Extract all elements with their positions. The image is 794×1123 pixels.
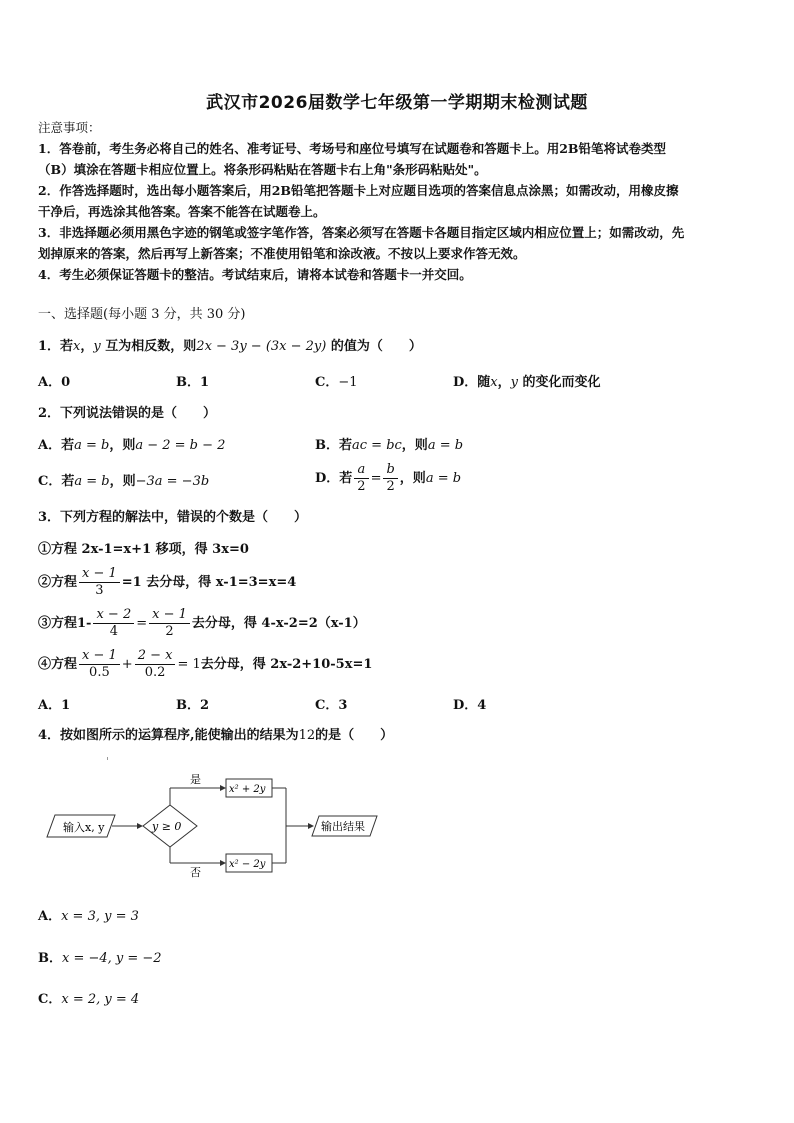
q3-option-d: D．4 [453, 698, 487, 713]
q3-item-4 [38, 648, 372, 681]
q3-item-2 [38, 566, 296, 599]
q2-b-label: B．若 [315, 438, 352, 453]
q3-item3-fraction-2 [149, 607, 190, 640]
q1-x: x [73, 339, 81, 354]
q1-sep: ， [80, 339, 94, 354]
q2-a-label: A．若 [38, 438, 75, 453]
q3-item4-num1: x − 1 [79, 648, 120, 665]
q2-c-mid: ，则 [109, 474, 136, 489]
q3-item4-post: 去分母，得 2x-2+10-5x=1 [200, 657, 373, 672]
flow-input-label: 输入x, y [63, 821, 105, 834]
q1-expression: 2x − 3y − (3x − 2y) [196, 339, 327, 354]
flow-yes-expression: x² + 2y [229, 784, 266, 795]
q2-b-result: a = b [427, 438, 464, 453]
q2-d-num2: b [383, 462, 397, 479]
q1-option-d-sep: ， [497, 375, 511, 390]
q3-item3-eq: = [136, 616, 148, 631]
q3-item4-fraction-1 [79, 648, 120, 681]
scan-mark [107, 757, 108, 760]
page-title: 武汉市2026届数学七年级第一学期期末检测试题 [206, 93, 588, 113]
q2-a-cond: a = b [74, 438, 110, 453]
q1-option-d [453, 373, 601, 393]
q1-suffix: 的值为（ ） [326, 339, 422, 354]
notice-line-3: 2．作答选择题时，选出每小题答案后，用2B铅笔把答题卡上对应题目选项的答案信息点涂黑；如需改动，用橡皮擦 [38, 183, 679, 198]
q1-option-b: B．1 [176, 375, 210, 390]
notice-line-1: 1．答卷前，考生务必将自己的姓名、准考证号、考场号和座位号填写在试题卷和答题卡上。用2B铅笔将试卷类型 [38, 141, 666, 156]
q3-item4-pre: ④方程 [38, 657, 78, 672]
q2-d-result: a = b [425, 471, 462, 486]
q3-item3-pre: ③方程1- [38, 616, 92, 631]
q3-item-1: ①方程 2x-1=x+1 移项，得 3x=0 [38, 542, 249, 557]
q2-c-label: C．若 [38, 474, 75, 489]
q3-item2-post: =1 去分母，得 x-1=3=x=4 [121, 575, 297, 590]
q4-c-value: x = 2, y = 4 [61, 992, 140, 1007]
q4-option-c [38, 990, 139, 1010]
flow-yes-label: 是 [190, 773, 201, 786]
q4-b-label: B． [38, 951, 62, 966]
q3-item3-post: 去分母，得 4-x-2=2（x-1） [191, 616, 366, 631]
q3-item4-num2: 2 − x [135, 648, 176, 665]
q2-option-b [315, 436, 463, 456]
q3-item2-num: x − 1 [79, 566, 120, 583]
q4-stem-number: 12 [298, 728, 316, 743]
q3-item3-den2: 2 [165, 624, 174, 639]
q1-option-c-label: C． [315, 375, 339, 390]
q1-option-a: A．0 [38, 375, 71, 390]
q3-item3-den1: 4 [109, 624, 118, 639]
question-3-stem: 3．下列方程的解法中，错误的个数是（ ） [38, 510, 308, 525]
q1-option-c [315, 373, 358, 393]
q3-item4-den1: 0.5 [89, 665, 110, 680]
q1-option-d-label: D．随 [453, 375, 491, 390]
q3-item2-pre: ②方程 [38, 575, 78, 590]
q1-prefix: 1．若 [38, 339, 74, 354]
q2-c-cond: a = b [74, 474, 110, 489]
q3-item-3 [38, 607, 366, 640]
q1-option-d-y: y [510, 375, 518, 390]
q4-a-value: x = 3, y = 3 [61, 909, 139, 924]
q3-option-c: C．3 [315, 698, 348, 713]
q1-option-d-tail: 的变化而变化 [518, 375, 601, 390]
q1-y: y [93, 339, 101, 354]
q3-item3-fraction-1 [93, 607, 134, 640]
q2-b-mid: ，则 [401, 438, 428, 453]
flow-arrowhead-1 [137, 823, 143, 829]
q3-item3-num2: x − 1 [149, 607, 190, 624]
notice-line-7: 4．考生必须保证答题卡的整洁。考试结束后，请将本试卷和答题卡一并交回。 [38, 267, 472, 282]
q3-item2-fraction [79, 566, 120, 599]
question-4-stem [38, 727, 393, 745]
q3-item4-plus: + [121, 657, 133, 672]
question-1-stem [38, 338, 422, 356]
notice-line-5: 3．非选择题必须用黑色字迹的钢笔或签字笔作答，答案必须写在答题卡各题目指定区域内相应位置上；如需改动，先 [38, 225, 685, 240]
flowchart [40, 765, 400, 885]
q3-item4-fraction-2 [135, 648, 176, 681]
q2-a-result: a − 2 = b − 2 [135, 438, 226, 453]
q1-option-d-x: x [490, 375, 498, 390]
q2-option-d [315, 462, 461, 495]
q3-option-b: B．2 [176, 698, 210, 713]
q4-stem-post: 的是（ ） [315, 728, 394, 743]
notice-line-6: 划掉原来的答案，然后再写上新答案；不准使用铅笔和涂改液。不按以上要求作答无效。 [38, 246, 526, 261]
q2-d-eq: = [370, 471, 382, 486]
q4-b-value: x = −4, y = −2 [62, 951, 162, 966]
q3-item3-num1: x − 2 [93, 607, 134, 624]
q4-option-a [38, 907, 139, 927]
q2-c-result: −3a = −3b [135, 474, 210, 489]
q4-c-label: C． [38, 992, 62, 1007]
q2-d-fraction-2 [383, 462, 397, 495]
flow-output-arrowhead [308, 823, 314, 829]
notice-line-4: 干净后，再选涂其他答案。答案不能答在试题卷上。 [38, 204, 326, 219]
q1-option-c-value: −1 [338, 375, 358, 390]
flow-output-label: 输出结果 [321, 820, 365, 833]
q2-option-a [38, 436, 225, 456]
q2-d-fraction-1 [354, 462, 368, 495]
flow-condition-label: y ≥ 0 [152, 820, 182, 833]
notice-line-2: （B）填涂在答题卡相应位置上。将条形码粘贴在答题卡右上角"条形码粘贴处"。 [38, 162, 487, 177]
q3-item2-den: 3 [95, 583, 104, 598]
q2-d-num1: a [354, 462, 368, 479]
q2-d-label: D．若 [315, 471, 353, 486]
q4-a-label: A． [38, 909, 62, 924]
flow-no-label: 否 [190, 866, 201, 879]
q2-a-mid: ，则 [109, 438, 136, 453]
q1-middle: 互为相反数，则 [100, 339, 197, 354]
q2-d-den1: 2 [357, 479, 366, 494]
q2-d-mid: ，则 [399, 471, 426, 486]
q3-item4-den2: 0.2 [144, 665, 166, 680]
flow-yes-arrowhead [220, 785, 226, 791]
q4-stem-pre: 4．按如图所示的运算程序,能使输出的结果为 [38, 728, 299, 743]
q4-option-b [38, 949, 162, 969]
flow-no-expression: x² − 2y [229, 859, 266, 870]
q2-option-c [38, 472, 209, 492]
q3-item4-eq: = 1 [177, 657, 201, 672]
question-2-stem: 2．下列说法错误的是（ ） [38, 406, 217, 421]
flow-no-arrowhead [220, 860, 226, 866]
q3-option-a: A．1 [38, 698, 71, 713]
notice-heading: 注意事项： [38, 120, 101, 135]
q2-d-den2: 2 [386, 479, 395, 494]
section-heading: 一、选择题(每小题 3 分，共 30 分) [38, 307, 246, 322]
q2-b-cond: ac = bc [352, 438, 402, 453]
